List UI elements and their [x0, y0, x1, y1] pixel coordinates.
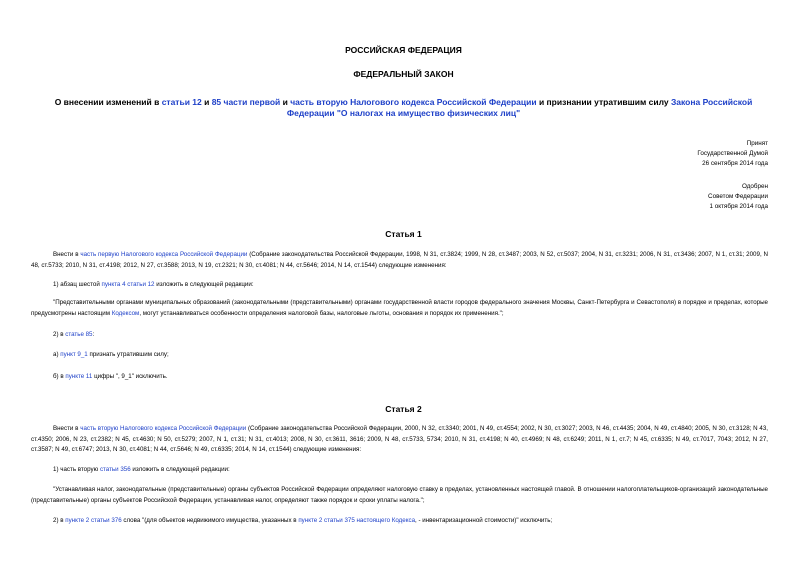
title-text: и	[280, 97, 291, 107]
adopted-date: 26 сентября 2014 года	[702, 160, 768, 167]
approved-block	[560, 182, 768, 212]
link-article-85-part-one[interactable]: 85 части первой	[211, 97, 281, 107]
article-2-quote: "Устанавливая налог, законодательные (представительные) органы субъектов Российской Федерации определяют налоговую ставку в пределах, установленных настоящей главой. В отношении налогоплательщиков-организаций законодательные (представительные) органы субъектов Российской Федерации, устанавливая налог, определяют также порядок и сроки уплаты налога.";	[31, 486, 768, 504]
approved-line: Одобрен	[741, 183, 768, 190]
title-text: и признании утратившим силу	[536, 97, 671, 107]
approved-line: Советом Федерации	[708, 193, 768, 200]
paragraph-text: изложить в следующей редакции:	[154, 281, 254, 288]
article-1-intro	[31, 250, 768, 271]
link-tax-code-part-one[interactable]: часть первую Налогового кодекса Российской Федерации	[80, 251, 248, 258]
paragraph-text: :	[92, 331, 95, 338]
link-code[interactable]: Кодексом	[111, 309, 140, 317]
article-2-intro	[31, 424, 768, 456]
paragraph-text: признать утратившим силу;	[87, 351, 169, 358]
article-1-item-2	[31, 330, 768, 341]
paragraph-text: "Представительными органами муниципальных образований (законодательными (представительными) органами государственной власти городов федерального значения Москвы, Санкт-Петербурга и Севастополя) в порядке и пределах, которые предусмотрены настоящим	[31, 299, 768, 317]
paragraph-text: 1) часть вторую	[53, 466, 100, 473]
title-text: и	[201, 97, 212, 107]
paragraph-text: , могут устанавливаться особенности определения налоговой базы, налоговые льготы, основания и порядок их применения.";	[139, 309, 504, 317]
law-type-heading: ФЕДЕРАЛЬНЫЙ ЗАКОН	[353, 69, 454, 79]
article-1-item-2a	[31, 350, 768, 361]
paragraph-text: б) в	[53, 373, 66, 380]
link-item-9-1[interactable]: пункт 9_1	[60, 351, 88, 358]
paragraph-text: Внести в	[53, 251, 81, 258]
link-item-2-article-375[interactable]: пункте 2 статьи 375 настоящего Кодекса	[298, 517, 416, 524]
link-article-356[interactable]: статьи 356	[99, 466, 131, 473]
link-article-85[interactable]: статье 85	[65, 331, 93, 338]
law-title	[45, 97, 762, 119]
article-1-quote	[31, 298, 768, 319]
title-text: О внесении изменений в	[54, 97, 162, 107]
article-2-item-2	[31, 516, 768, 527]
paragraph-text: 2) в	[53, 517, 66, 524]
paragraph-text: изложить в следующей редакции:	[130, 466, 230, 473]
paragraph-text: 1) абзац шестой	[53, 281, 102, 288]
article-1-item-2b	[31, 372, 768, 383]
article-1-heading: Статья 1	[385, 229, 422, 239]
article-2-heading: Статья 2	[385, 404, 422, 414]
adopted-block	[560, 139, 768, 169]
paragraph-text: цифры ", 9_1" исключить.	[92, 373, 168, 380]
article-1-item-1	[31, 280, 768, 291]
adopted-line: Принят	[746, 140, 768, 147]
paragraph-text: 2) в	[53, 331, 66, 338]
link-property-tax-law[interactable]: Закона Российской Федерации "О налогах на имущество физических лиц"	[286, 97, 753, 118]
paragraph-text: а)	[53, 351, 61, 358]
paragraph-text: слова "(для объектов недвижимого имущества, указанных в	[121, 517, 299, 524]
adopted-line: Государственной Думой	[697, 150, 768, 157]
link-tax-code-part-two[interactable]: часть вторую Налогового кодекса Российской Федерации	[290, 97, 537, 107]
paragraph-text: Внести в	[53, 425, 81, 432]
link-article-12[interactable]: статьи 12	[161, 97, 202, 107]
link-item-11[interactable]: пункте 11	[65, 373, 93, 380]
article-2-item-1	[31, 465, 768, 476]
link-item-4-article-12[interactable]: пункта 4 статьи 12	[101, 281, 155, 288]
link-item-2-article-376[interactable]: пункте 2 статьи 376	[65, 517, 122, 524]
link-tax-code-part-two[interactable]: часть вторую Налогового кодекса Российской Федерации	[80, 425, 247, 432]
paragraph-text: , - инвентаризационной стоимости)" исключить;	[415, 517, 553, 524]
paragraph-text: (Собрание законодательства Российской Федерации, 2000, N 32, ст.3340; 2001, N 49, ст.4554; 2002, N 30, ст.3027; 2003, N 46, ст.4435; 2004, N 49, ст.4840; 2005, N 30, ст.3128; N 43, ст.4350; 2006, N 23, ст.2382; N 45, ст.4630; N 50, ст.5279; 2007, N 1, ст.31; N 31, ст.4013; 2008, N 30, ст.3611, 3616; 2009, N 48, ст.5733, 5734; 2010, N 31, ст.4198; N 40, ст.4969; N 48, ст.6249; 2011, N 1, ст.7; N 45, ст.6335; N 49, ст.7017, 7043; 2012, N 27, ст.3587; N 49, ст.6747; 2013, N 30, ст.4081; N 44, ст.5646; N 49, ст.6335; 2014, N 14, ст.1544) следующие изменения:	[31, 425, 768, 454]
approved-date: 1 октября 2014 года	[709, 203, 768, 210]
paragraph-text: (Собрание законодательства Российской Федерации, 1998, N 31, ст.3824; 1999, N 28, ст.3487; 2003, N 52, ст.5037; 2004, N 31, ст.3231; 2006, N 31, ст.3436; 2007, N 1, ст.31; 2009, N 48, ст.5733; 2010, N 31, ст.4198; 2012, N 27, ст.3588; 2013, N 19, ст.2321; N 30, ст.4081; N 44, ст.5646; 2014, N 14, ст.1544) следующие изменения:	[31, 251, 768, 269]
federation-heading: РОССИЙСКАЯ ФЕДЕРАЦИЯ	[345, 45, 462, 55]
